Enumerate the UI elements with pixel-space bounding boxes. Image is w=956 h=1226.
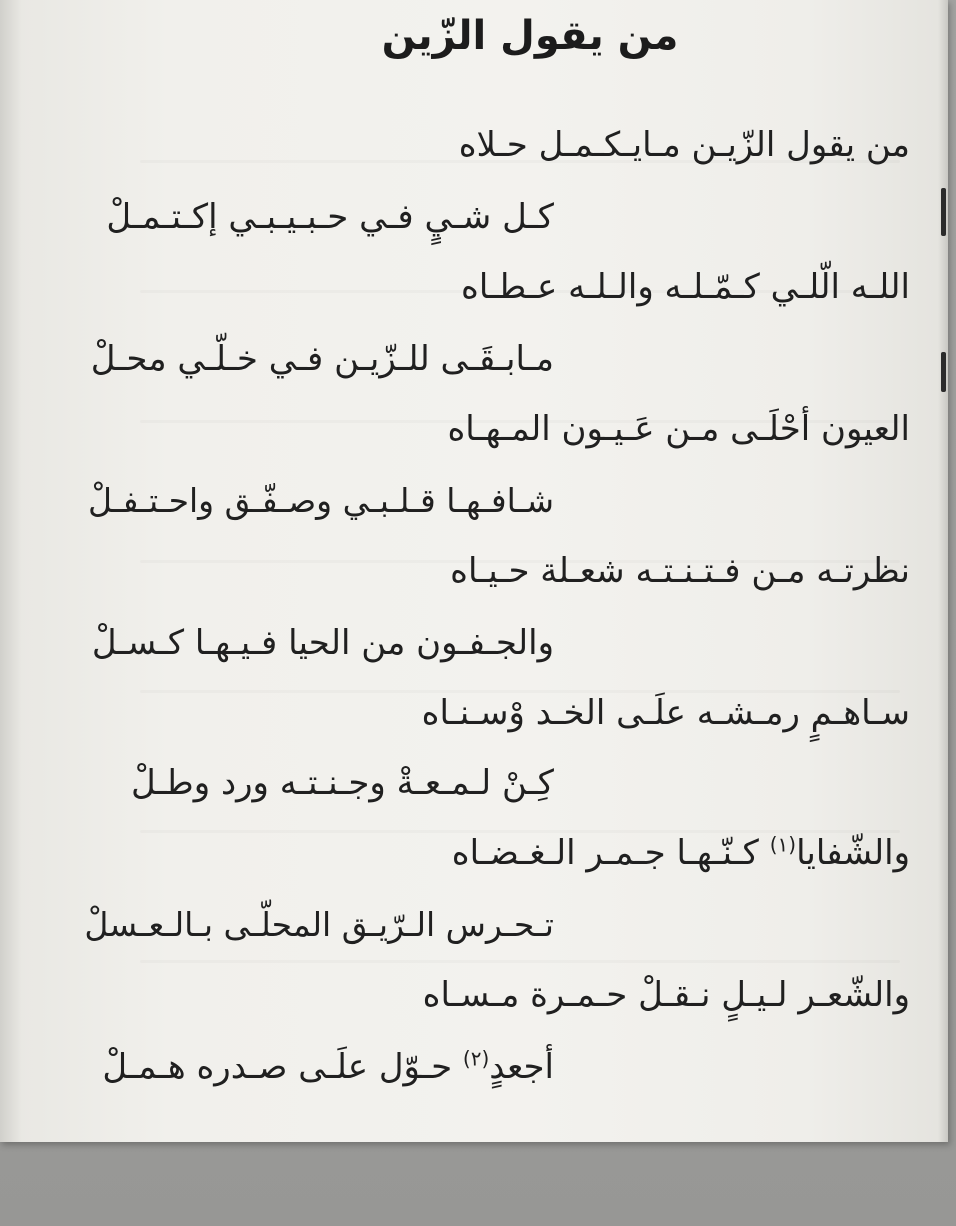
poem-line-13: والشّعـر لـيـلٍ نـقـلْ حـمـرة مـسـاه (422, 975, 910, 1015)
show-through (140, 960, 900, 963)
poem-line-9: سـاهـمٍ رمـشـه علَـى الخـد وْسـنـاه (421, 693, 910, 733)
page-edge-mark (941, 352, 946, 392)
page-edge-mark (941, 188, 946, 236)
binding-shadow (0, 0, 22, 1142)
poem-line-6: شـافـهـا قـلـبـي وصـفّـق واحـتـفـلْ (87, 481, 554, 520)
poem-line-14 (102, 1046, 554, 1089)
poem-line-14-end: حـوّل علَـى صـدره هـمـلْ (102, 1047, 453, 1087)
footnote-marker-2: (٢) (462, 1046, 490, 1071)
poem-line-1: من يقول الزّيـن مـايـكـمـل حـلاه (458, 125, 910, 165)
poem-line-5: العيون أحْلَـى مـن عَـيـون المـهـاه (447, 409, 910, 449)
poem-line-11-end: كـنّـهـا جـمـر الـغـضـاه (451, 833, 759, 873)
poem-line-2: كـل شـيٍ فـي حـبـيـبـي إكـتـمـلْ (106, 197, 554, 237)
poem-title: من يقول الزّين (381, 13, 679, 59)
page-edge-shadow (938, 0, 948, 1142)
poem-line-8: والجـفـون من الحيا فـيـهـا كـسـلْ (91, 623, 554, 663)
poem-line-10: كِـنْ لـمـعـةْ وجـنـتـه ورد وطـلْ (130, 763, 554, 803)
poem-line-7: نظرتـه مـن فـتـنـتـه شعـلة حـيـاه (450, 551, 910, 591)
footnote-marker-1: (١) (769, 832, 797, 857)
poem-line-12: تـحـرس الـرّيـق المحلّـى بـالـعـسلْ (84, 905, 554, 944)
poem-line-4: مـابـقَـى للـزّيـن فـي خـلّـي محـلْ (90, 339, 554, 379)
poem-line-3: اللـه الّلـي كـمّـلـه والـلـه عـطـاه (461, 267, 910, 307)
poem-line-11 (452, 832, 910, 875)
poem-line-11-start: والشّفايا (796, 833, 910, 873)
poem-line-14-start: أجعدٍ (489, 1047, 554, 1087)
